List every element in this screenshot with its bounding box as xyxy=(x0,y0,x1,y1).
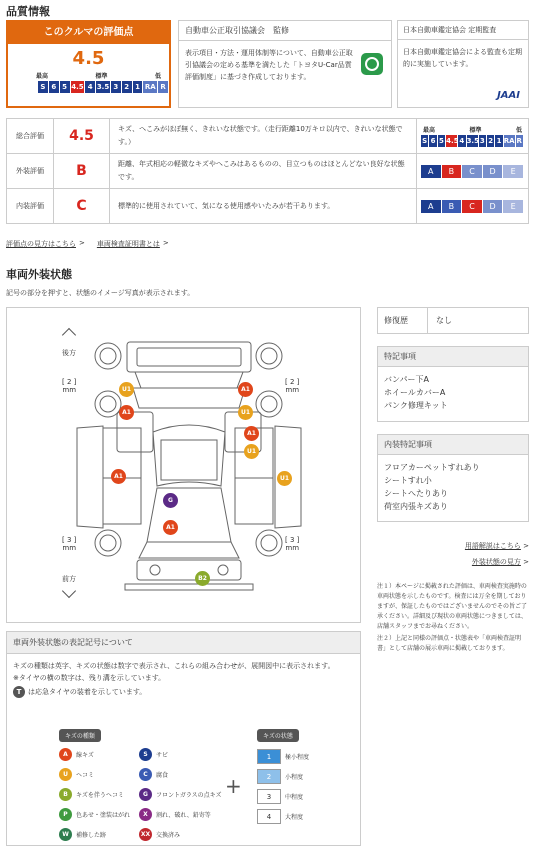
label-high: 最高 xyxy=(36,73,49,80)
kind-name: サビ xyxy=(156,752,169,759)
state-legend-item xyxy=(257,749,309,764)
grade-cell: A xyxy=(421,200,441,213)
kind-symbol-icon: B xyxy=(59,788,72,801)
kind-name: 割れ、破れ、鉛寄等 xyxy=(156,812,211,819)
scale-cell: 6 xyxy=(49,81,59,93)
interior-note-item: フロアカーペットすれあり xyxy=(384,463,480,472)
car-outline xyxy=(7,308,362,624)
damage-marker[interactable]: A1 xyxy=(238,382,253,397)
rating-label: 内装評価 xyxy=(6,189,54,223)
scale-cell: R xyxy=(516,137,522,145)
rating-desc: 標準的に使用されていて、気になる使用感やいたみが若干あります。 xyxy=(110,189,417,223)
rating-label: 総合評価 xyxy=(6,119,54,153)
scale-label: 標準 xyxy=(469,127,482,134)
scale-cell: RA xyxy=(503,137,515,145)
scale-cell: S xyxy=(422,137,428,145)
kind-legend-item xyxy=(139,828,180,841)
damage-marker[interactable]: U1 xyxy=(244,444,259,459)
jaai-text: 日本自動車鑑定協会による監査も定期的に実施しています。 xyxy=(403,48,522,68)
exterior-guide-link[interactable]: 外装状態の見方 xyxy=(471,558,521,566)
legend-text2: ※タイヤの横の数字は、残り溝を示しています。 xyxy=(13,674,166,682)
rating-guide-link[interactable]: 評価点の見方はこちら xyxy=(6,240,76,248)
kind-legend-item xyxy=(139,768,168,781)
rating-scale-cell xyxy=(417,154,529,188)
grade-cell: E xyxy=(503,200,523,213)
grade-cell: D xyxy=(483,165,503,178)
kind-symbol-icon: S xyxy=(139,748,152,761)
scale-cell: 2 xyxy=(122,81,132,93)
grade-cell: E xyxy=(503,165,523,178)
glossary-link[interactable]: 用語解説はこちら xyxy=(464,542,521,550)
tire-rr-label: [ 2 ] mm xyxy=(285,378,300,394)
grade-cell: D xyxy=(483,200,503,213)
state-legend-item xyxy=(257,789,303,804)
notes-header: 特記事項 xyxy=(378,347,528,367)
state-symbol: 1 xyxy=(257,749,281,764)
damage-marker[interactable]: A1 xyxy=(119,405,134,420)
scale-cell: S xyxy=(38,81,48,93)
scale-label: 最高 xyxy=(423,127,436,134)
scale-cell: RA xyxy=(144,83,156,91)
jaaa-logo-icon xyxy=(361,53,383,75)
badge-scale xyxy=(38,81,169,93)
exterior-title: 車両外装状態 xyxy=(6,268,72,281)
interior-notes-box xyxy=(377,434,529,522)
rating-scale-cell xyxy=(417,189,529,223)
kind-symbol-icon: XX xyxy=(139,828,152,841)
ratings-table xyxy=(6,118,529,224)
front-label: 前方 xyxy=(62,575,76,583)
kind-name: キズを伴うヘコミ xyxy=(76,792,124,799)
rating-row xyxy=(6,154,529,189)
exterior-subtitle: 記号の部分を押すと、状態のイメージ写真が表示されます。 xyxy=(6,289,195,297)
note-item: ホイールカバーA xyxy=(384,388,446,397)
state-legend-item xyxy=(257,809,303,824)
jaai-box xyxy=(397,20,529,108)
car-diagram xyxy=(6,307,361,623)
kind-name: 交換済み xyxy=(156,832,181,839)
scale-cell: 4 xyxy=(85,81,95,93)
jaai-logo: JAAI xyxy=(497,90,520,101)
damage-marker[interactable]: B2 xyxy=(195,571,210,586)
jaaa-text: 表示項目・方法・運用体制等について、自動車公正取引協議会の定める基準を満たした「トヨタU-Car品質評価制度」に基づき作成しております。 xyxy=(185,49,353,81)
rating-label: 外装評価 xyxy=(6,154,54,188)
label-std: 標準 xyxy=(95,73,108,80)
scale-cell: 6 xyxy=(430,137,436,145)
rear-label: 後方 xyxy=(62,349,76,357)
kind-symbol-icon: P xyxy=(59,808,72,821)
rating-row xyxy=(6,189,529,224)
scale-cell: 1 xyxy=(133,81,143,93)
state-title: キズの状態 xyxy=(257,729,299,742)
damage-marker[interactable]: A1 xyxy=(111,469,126,484)
scale-cell: 3 xyxy=(111,81,121,93)
rating-desc: 距離、年式相応の軽微なキズやへこみはあるものの、目立つものはほとんどない良好な状態です。 xyxy=(110,154,417,188)
scale-cell: 4.5 xyxy=(446,137,459,145)
legend-header: 車両外装状態の表記記号について xyxy=(7,632,360,654)
state-symbol: 3 xyxy=(257,789,281,804)
kind-symbol-icon: X xyxy=(139,808,152,821)
kind-symbol-icon: G xyxy=(139,788,152,801)
damage-marker[interactable]: U1 xyxy=(119,382,134,397)
tire-fr-label: [ 3 ] mm xyxy=(285,536,300,552)
state-name: 中程度 xyxy=(285,794,304,801)
scale-cell: 5 xyxy=(60,81,70,93)
grade-cell: C xyxy=(462,165,482,178)
kind-legend-item xyxy=(59,748,94,761)
rating-desc: キズ、へこみがほぼ無く、きれいな状態です。（走行距離10万キロ以内で、きれいな状態です。） xyxy=(110,119,417,153)
badge-score: 4.5 xyxy=(72,48,105,69)
kind-symbol-icon: W xyxy=(59,828,72,841)
rating-row xyxy=(6,119,529,154)
kind-name: フロントガラスの点キズ xyxy=(156,792,222,799)
scale-cell: 4 xyxy=(459,137,465,145)
scale-cell: 4.5 xyxy=(71,83,84,91)
history-box xyxy=(377,307,529,334)
section-title: 品質情報 xyxy=(6,5,50,18)
interior-note-item: 荷室内張キズあり xyxy=(384,502,448,511)
state-name: 小程度 xyxy=(285,774,304,781)
rating-scale-cell xyxy=(417,119,529,153)
damage-marker[interactable]: U1 xyxy=(238,405,253,420)
scale-cell: 3.5 xyxy=(466,137,479,145)
tire-rl-label: [ 2 ] mm xyxy=(62,378,77,394)
kind-symbol-icon: C xyxy=(139,768,152,781)
damage-marker[interactable]: A1 xyxy=(244,426,259,441)
grade-cell: A xyxy=(421,165,441,178)
jaaa-header: 自動車公正取引協議会 監修 xyxy=(179,21,391,41)
grade-cell: C xyxy=(462,200,482,213)
state-symbol: 2 xyxy=(257,769,281,784)
scale-cell: 3 xyxy=(479,137,485,145)
kind-legend-item xyxy=(59,808,130,821)
plus-sign: + xyxy=(225,774,242,798)
jaaa-box xyxy=(178,20,392,108)
scale-cell: 2 xyxy=(488,137,494,145)
interior-note-item: シートすれ小 xyxy=(384,476,432,485)
scale-cell: R xyxy=(158,81,168,93)
damage-marker[interactable]: G xyxy=(163,493,178,508)
rating-value: B xyxy=(54,154,110,188)
kind-name: ヘコミ xyxy=(76,772,95,779)
label-low: 低 xyxy=(154,73,161,80)
interior-note-item: シートへたりあり xyxy=(384,489,448,498)
spare-tire-icon: T xyxy=(13,686,25,698)
tire-fl-label: [ 3 ] mm xyxy=(62,536,77,552)
grade-cell: B xyxy=(442,165,462,178)
scale-cell: 1 xyxy=(496,137,502,145)
damage-marker[interactable]: U1 xyxy=(277,471,292,486)
footnote-2: 注２）上記と同様の評価点・状態表や「車両検査証明書」として店舗の展示車両に掲載しております。 xyxy=(377,635,522,652)
note-item: バンパー下A xyxy=(384,375,429,384)
history-label: 修復歴 xyxy=(378,308,428,333)
state-name: 極小程度 xyxy=(285,754,310,761)
grade-cell: B xyxy=(442,200,462,213)
state-name: 大程度 xyxy=(285,814,304,821)
kind-legend-item xyxy=(139,748,168,761)
state-legend-item xyxy=(257,769,303,784)
kind-symbol-icon: U xyxy=(59,768,72,781)
kind-legend-item xyxy=(139,788,222,801)
kind-name: 補修した跡 xyxy=(76,832,107,839)
kind-legend-item xyxy=(59,828,106,841)
notes-box xyxy=(377,346,529,422)
rating-value: 4.5 xyxy=(54,119,110,153)
state-symbol: 4 xyxy=(257,809,281,824)
scale-cell: 3.5 xyxy=(96,83,110,91)
kind-title: キズの種類 xyxy=(59,729,101,742)
kind-legend-item xyxy=(59,768,94,781)
badge-title: このクルマの評価点 xyxy=(8,22,169,44)
interior-notes-header: 内装特記事項 xyxy=(378,435,528,455)
kind-name: 色あせ・塗装はがれ xyxy=(76,812,131,819)
legend-box xyxy=(6,631,361,846)
kind-symbol-icon: A xyxy=(59,748,72,761)
rating-value: C xyxy=(54,189,110,223)
footnote-1: 注１）本ページに掲載された評価は、車両検査実施時の車両状態を示したものです。検査には万全を期しておりますが、保証したものではございませんのでその旨ご了承ください。詳細及び現状の車両状態につきましては、店舗スタッフまでお尋ねください。 xyxy=(377,583,528,630)
damage-marker[interactable]: A1 xyxy=(163,520,178,535)
kind-legend-item xyxy=(59,788,124,801)
jaai-header: 日本自動車鑑定協会 定期監査 xyxy=(398,21,528,40)
scale-cell: 5 xyxy=(439,137,444,145)
kind-name: 腐食 xyxy=(156,772,169,779)
cert-link[interactable]: 車両検査証明書とは xyxy=(96,240,160,248)
scale-label: 低 xyxy=(515,127,522,134)
rating-badge xyxy=(6,20,171,108)
note-item: パンク修理キット xyxy=(384,401,448,410)
legend-text1: キズの種類は英字、キズの状態は数字で表示され、これらの組み合わせが、展開図中に表示されます。 xyxy=(13,662,335,670)
kind-name: 線キズ xyxy=(76,752,94,759)
history-value: なし xyxy=(436,316,452,325)
legend-text3: は応急タイヤの装着を示しています。 xyxy=(28,688,147,696)
kind-legend-item xyxy=(139,808,211,821)
footnotes xyxy=(377,582,529,654)
